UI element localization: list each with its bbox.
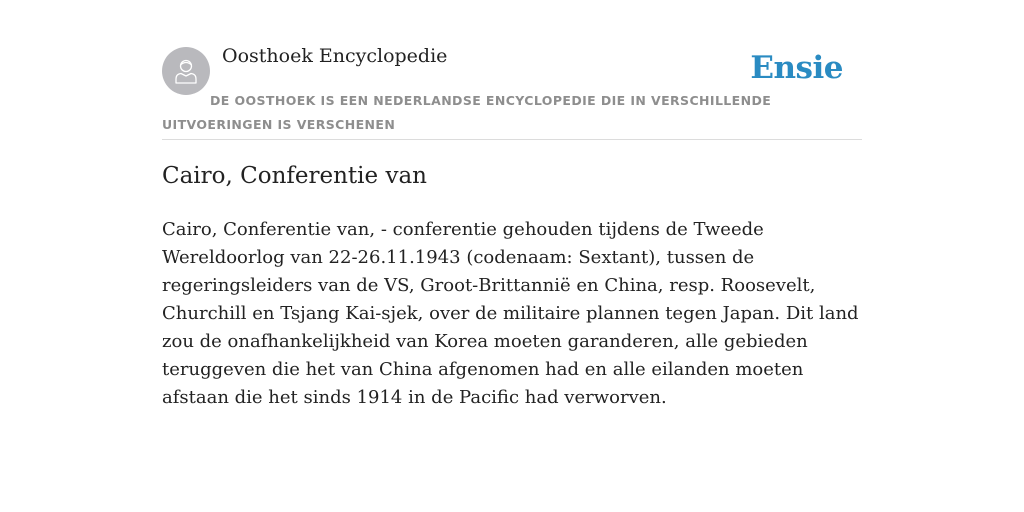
user-icon xyxy=(171,56,201,86)
brand-logo[interactable]: Ensie xyxy=(750,50,843,86)
source-header xyxy=(162,0,862,140)
source-description: DE OOSTHOEK IS EEN NEDERLANDSE ENCYCLOPEDIE DIE IN VERSCHILLENDE UITVOERINGEN IS VERSCHENEN xyxy=(162,93,772,132)
avatar[interactable] xyxy=(162,47,210,95)
page-container xyxy=(162,0,862,408)
source-title[interactable]: Oosthoek Encyclopedie xyxy=(222,45,448,67)
article-body: Cairo, Conferentie van, - conferentie gehouden tijdens de Tweede Wereldoorlog van 22-26.11.1943 (codenaam: Sextant), tussen de regeringsleiders van de VS, Groot-Brittannië en China, resp. Roosevelt, Churchill en Tsjang Kai-sjek, over de militaire plannen tegen Japan. Dit land zou de onafhankelijkheid van Korea moeten garanderen, alle gebieden teruggeven die het van China afgenomen had en alle eilanden moeten afstaan die het sinds 1914 in de Pacific had verworven. xyxy=(162,219,859,408)
article-title: Cairo, Conferentie van xyxy=(162,163,427,189)
